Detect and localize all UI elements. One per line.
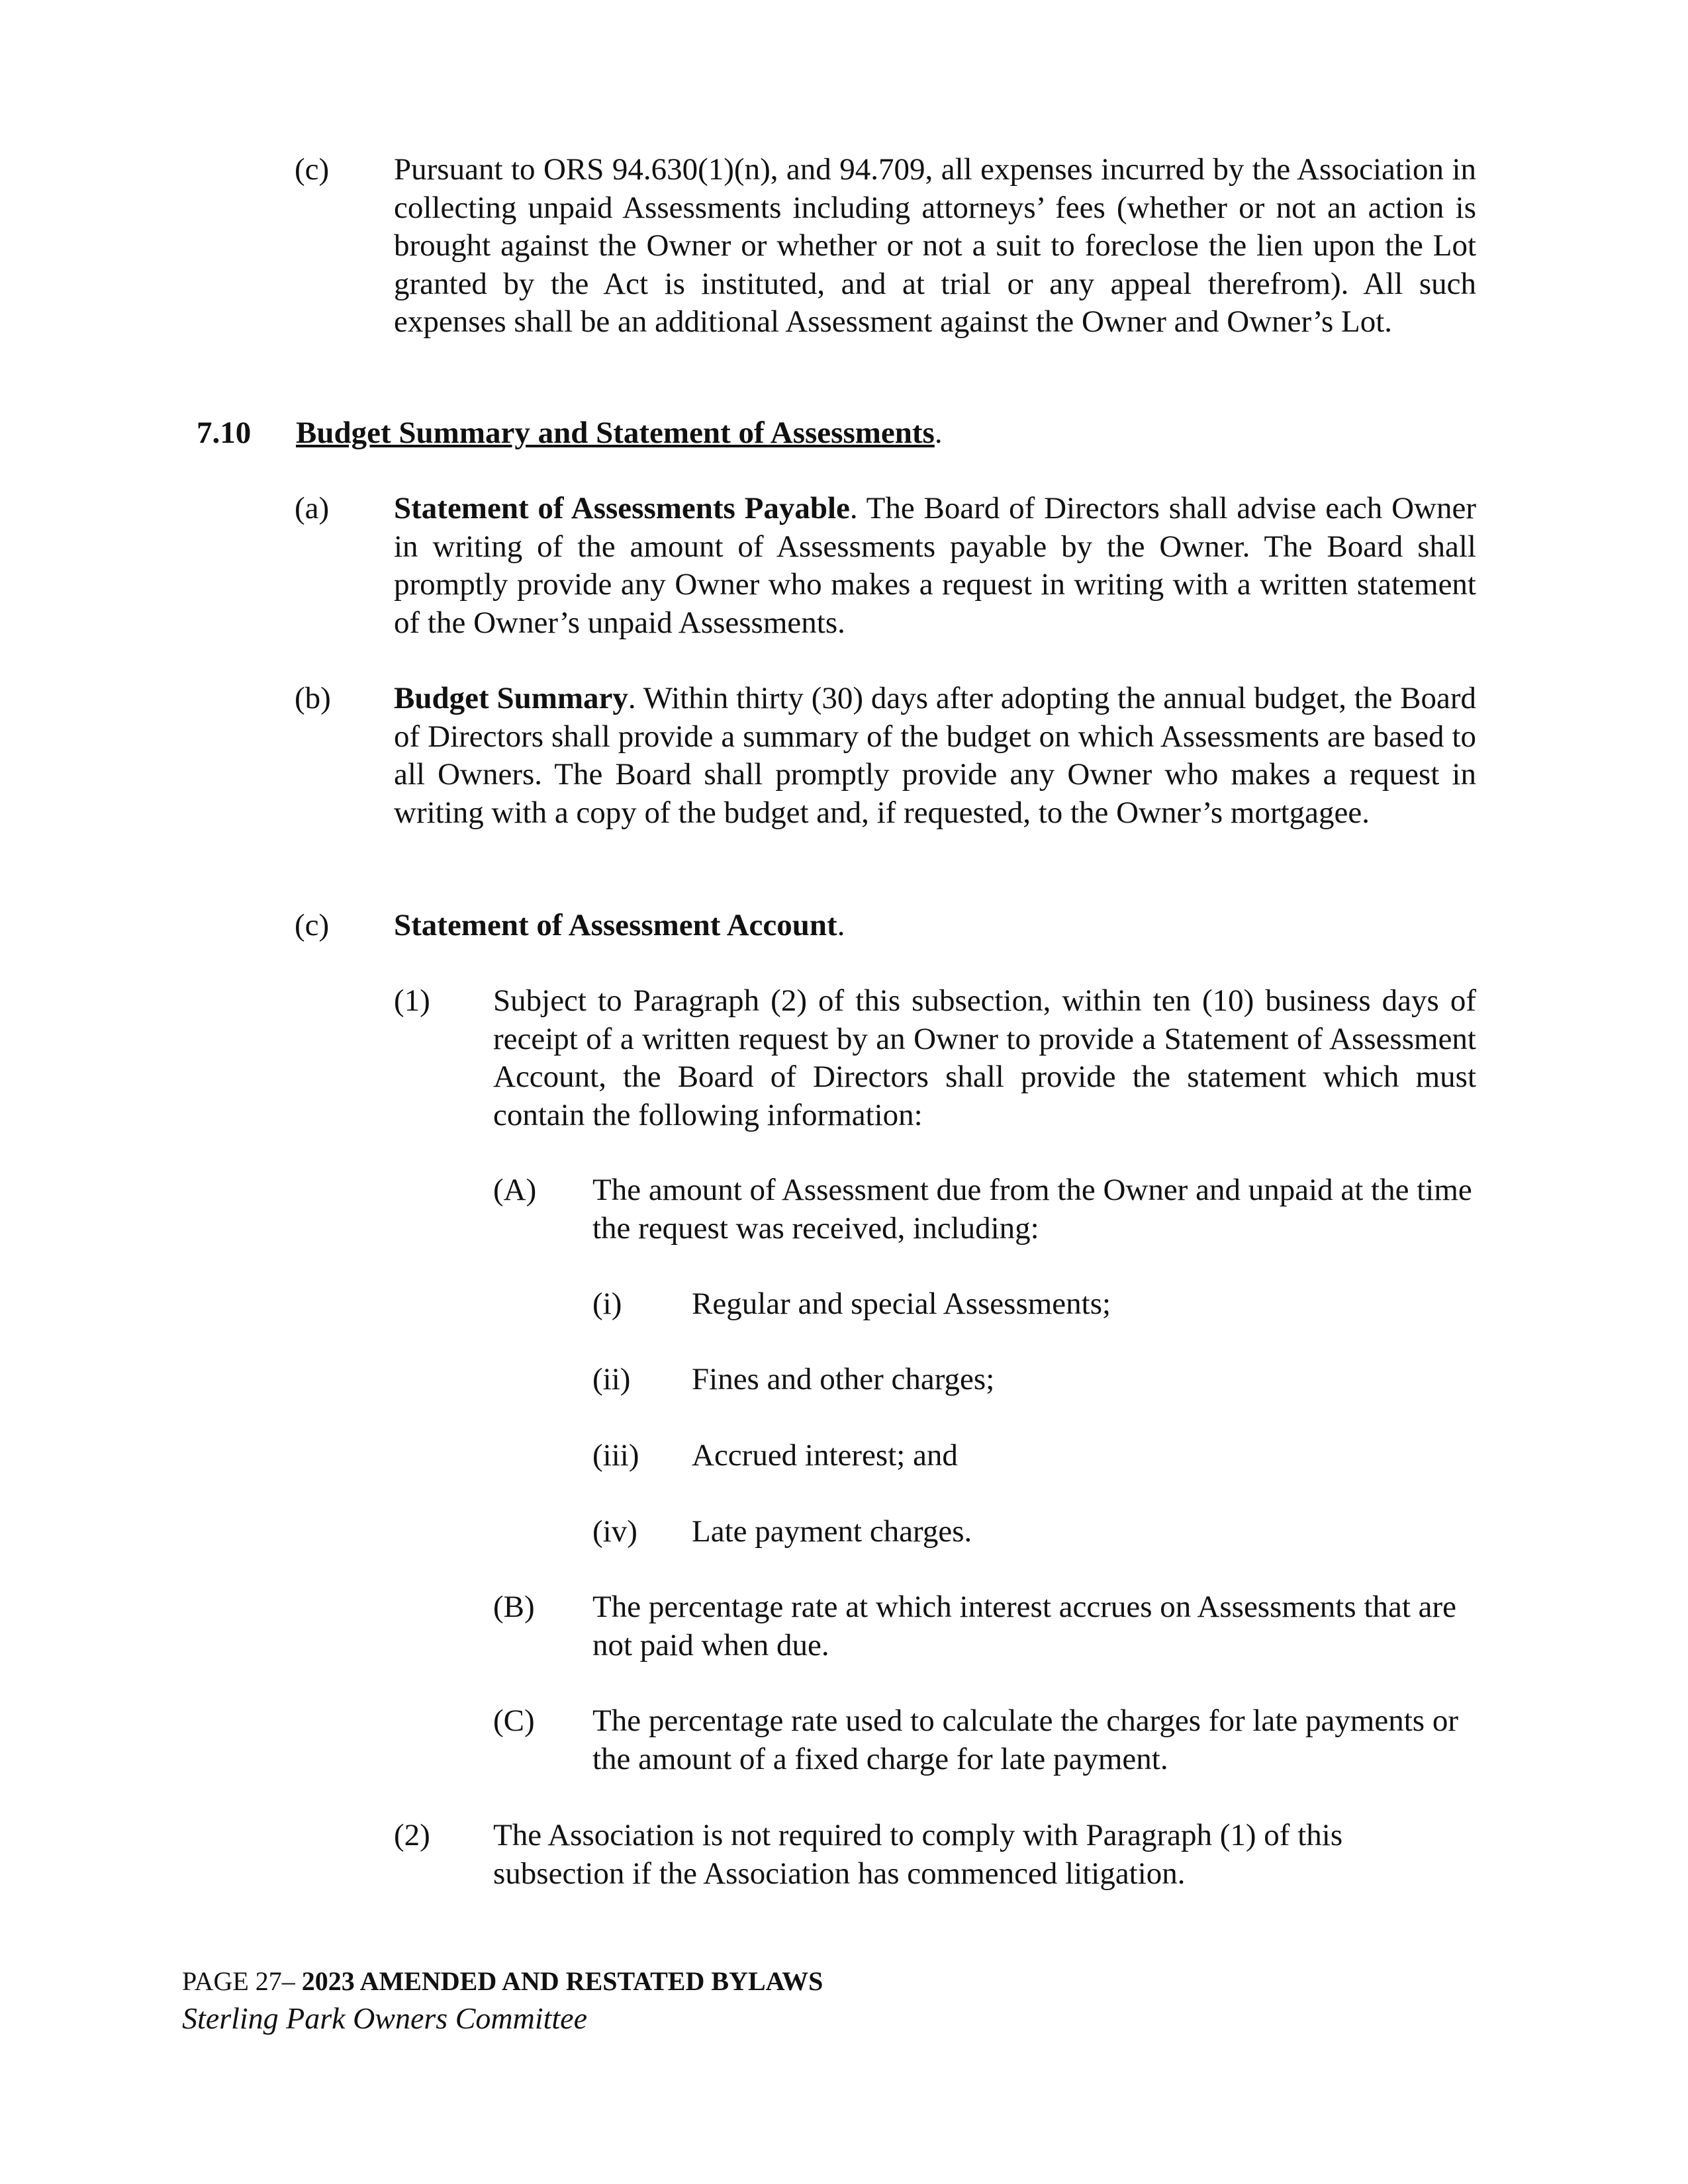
roman-item-text: Late payment charges. <box>692 1514 972 1549</box>
section-number: 7.10 <box>197 416 252 450</box>
roman-item-label: (i) <box>592 1287 622 1321</box>
item-c-heading: Statement of Assessment Account <box>394 908 837 942</box>
item-c-paragraph <box>394 907 1476 945</box>
item-a-label: (a) <box>295 491 330 525</box>
sub-c-text: The percentage rate used to calculate the charges for late payments or the amount of a fixed charge for late payment. <box>592 1704 1458 1776</box>
roman-item-text: Regular and special Assessments; <box>692 1287 1111 1321</box>
item-a-heading: Statement of Assessments Payable <box>394 491 850 525</box>
item-c-label: (c) <box>295 908 330 942</box>
footer-page-prefix: PAGE 27– <box>182 1966 302 1996</box>
section-title: Budget Summary and Statement of Assessments <box>296 416 935 450</box>
para-1-label: (1) <box>394 983 430 1018</box>
item-a-text: . The Board of Directors shall advise each Owner in writing of the amount of Assessments payable by the Owner. The Board shall promptly provide any Owner who makes a request in writing with a written statement of the Owner’s unpaid Assessments. <box>394 491 1476 640</box>
item-b-label: (b) <box>295 681 331 715</box>
item-b-text: . Within thirty (30) days after adopting the annual budget, the Board of Directors shall provide a summary of the budget on which Assessments are based to all Owners. The Board shall promptly provide any Owner who makes a request in writing with a copy of the budget and, if requested, to the Owner’s mortgagee. <box>394 681 1476 830</box>
item-c-text: . <box>837 908 845 942</box>
sub-b-text: The percentage rate at which interest accrues on Assessments that are not paid when due. <box>592 1590 1457 1662</box>
footer-organization: Sterling Park Owners Committee <box>182 2001 587 2035</box>
roman-item-text: Fines and other charges; <box>692 1362 995 1396</box>
sub-c-label: (C) <box>493 1704 535 1738</box>
item-b-heading: Budget Summary <box>394 681 628 715</box>
roman-item-label: (iv) <box>592 1514 637 1549</box>
item-a-paragraph <box>394 490 1476 642</box>
footer-doc-title: 2023 AMENDED AND RESTATED BYLAWS <box>301 1966 823 1996</box>
top-c-text: Pursuant to ORS 94.630(1)(n), and 94.709, all expenses incurred by the Association in collecting unpaid Assessments including attorneys’ fees (whether or not an action is brought against the Owner or whether or not a suit to foreclose the lien upon the Lot granted by the Act is instituted, and at trial or any appeal therefrom). All such expenses shall be an additional Assessment against the Owner and Owner’s Lot. <box>394 152 1476 339</box>
sub-a-text: The amount of Assessment due from the Owner and unpaid at the time the request was received, including: <box>592 1173 1472 1246</box>
sub-a-label: (A) <box>493 1173 537 1207</box>
sub-b-label: (B) <box>493 1590 535 1624</box>
item-b-paragraph <box>394 680 1476 832</box>
roman-item-label: (ii) <box>592 1362 631 1396</box>
footer-page-line <box>182 1966 823 1997</box>
para-2-text: The Association is not required to comply with Paragraph (1) of this subsection if the Association has commenced litigation. <box>493 1818 1343 1891</box>
top-c-label: (c) <box>295 152 330 187</box>
para-2-label: (2) <box>394 1818 430 1852</box>
para-1-text: Subject to Paragraph (2) of this subsection, within ten (10) business days of receipt of a written request by an Owner to provide a Statement of Assessment Account, the Board of Directors shall provide the statement which must contain the following information: <box>493 983 1476 1132</box>
roman-item-text: Accrued interest; and <box>692 1438 958 1473</box>
roman-item-label: (iii) <box>592 1438 639 1473</box>
section-title-suffix: . <box>934 416 943 450</box>
section-heading <box>296 414 943 453</box>
